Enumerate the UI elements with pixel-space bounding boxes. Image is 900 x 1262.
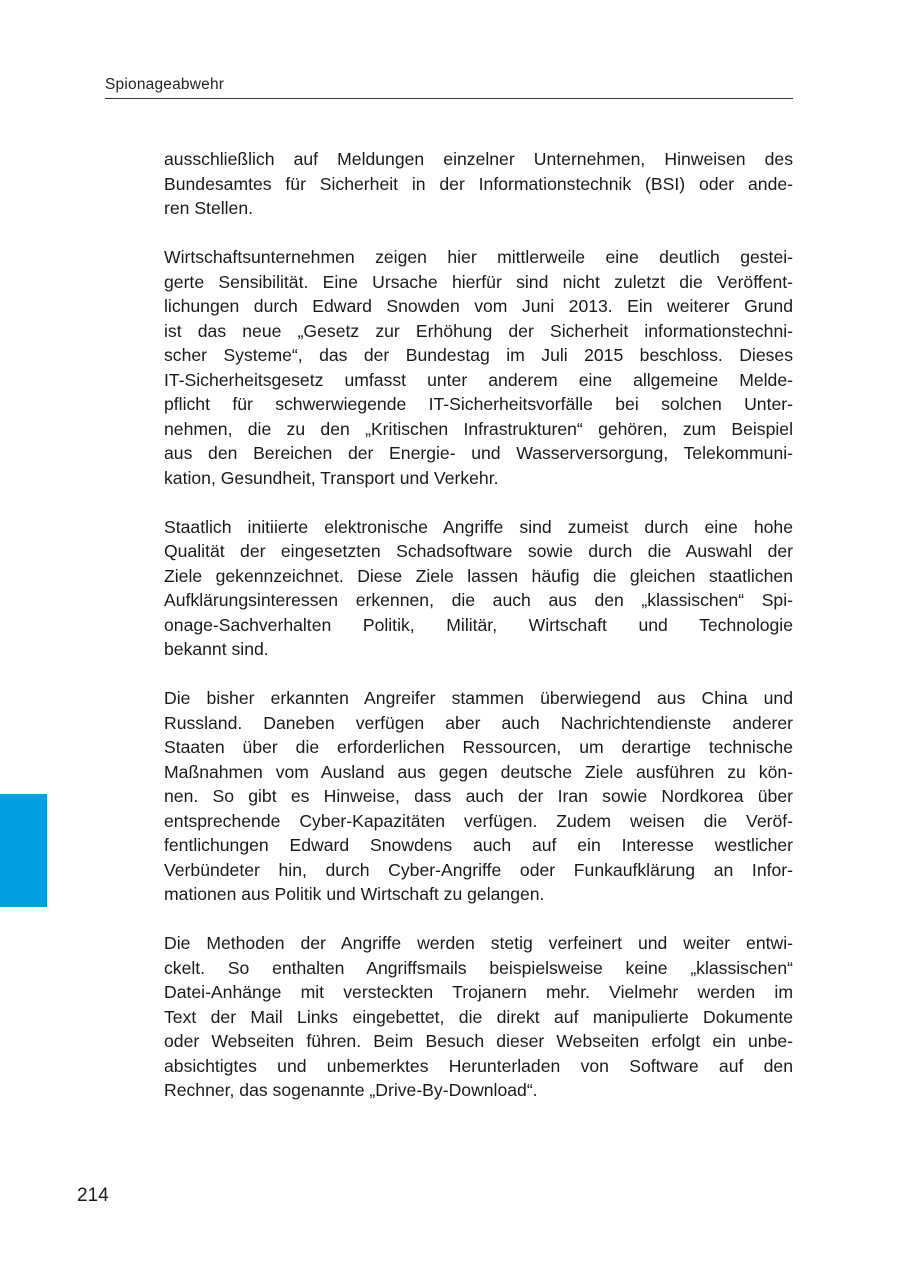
text-line: oder Webseiten führen. Beim Besuch dieser Webseiten erfolgt ein unbe- — [164, 1031, 793, 1051]
text-line: nehmen, die zu den „Kritischen Infrastrukturen“ gehören, zum Beispiel — [164, 418, 793, 439]
text-line: Maßnahmen vom Ausland aus gegen deutsche Ziele ausführen zu kön- — [164, 761, 793, 782]
text-line: Staatlich initiierte elektronische Angriffe sind zumeist durch eine hohe — [164, 516, 793, 537]
text-line: aus den Bereichen der Energie- und Wasserversorgung, Telekommuni- — [164, 443, 793, 463]
paragraph — [164, 686, 793, 907]
text-line: nen. So gibt es Hinweise, dass auch der Iran sowie Nordkorea über — [164, 786, 793, 806]
text-line: Datei-Anhänge mit versteckten Trojanern mehr. Vielmehr werden im — [164, 982, 793, 1002]
text-line: Aufklärungsinteressen erkennen, die auch aus den „klassischen“ Spi- — [164, 590, 793, 610]
text-line: Verbündeter hin, durch Cyber-Angriffe oder Funkaufklärung an Infor- — [164, 859, 793, 880]
text-line: Staaten über die erforderlichen Ressourcen, um derartige technische — [164, 737, 793, 757]
text-line: Qualität der eingesetzten Schadsoftware sowie durch die Auswahl der — [164, 541, 793, 561]
text-line: Wirtschaftsunternehmen zeigen hier mittlerweile eine deutlich gestei- — [164, 247, 793, 267]
text-line: ist das neue „Gesetz zur Erhöhung der Sicherheit informationstechni- — [164, 320, 793, 341]
text-line: pflicht für schwerwiegende IT-Sicherheitsvorfälle bei solchen Unter- — [164, 394, 793, 414]
text-line: scher Systeme“, das der Bundestag im Juli 2015 beschloss. Dieses — [164, 345, 793, 365]
text-line: ckelt. So enthalten Angriffsmails beispielsweise keine „klassischen“ — [164, 957, 793, 978]
body-text — [164, 147, 793, 1127]
text-line: Ziele gekennzeichnet. Diese Ziele lassen häufig die gleichen staatlichen — [164, 565, 793, 586]
text-line: bekannt sind. — [164, 639, 269, 659]
text-line: Russland. Daneben verfügen aber auch Nachrichtendienste anderer — [164, 712, 793, 733]
running-header — [105, 76, 793, 99]
text-line: Text der Mail Links eingebettet, die direkt auf manipulierte Dokumente — [164, 1006, 793, 1027]
text-line: ren Stellen. — [164, 198, 253, 218]
page-number: 214 — [77, 1185, 109, 1206]
text-line: fentlichungen Edward Snowdens auch auf ein Interesse westlicher — [164, 835, 793, 855]
paragraph — [164, 147, 793, 221]
text-line: kation, Gesundheit, Transport und Verkehr. — [164, 467, 499, 488]
text-line: onage-Sachverhalten Politik, Militär, Wirtschaft und Technologie — [164, 614, 793, 635]
text-line: Die bisher erkannten Angreifer stammen überwiegend aus China und — [164, 688, 793, 708]
text-line: Rechner, das sogenannte „Drive-By-Download“. — [164, 1080, 538, 1100]
text-line: Bundesamtes für Sicherheit in der Informationstechnik (BSI) oder ande- — [164, 173, 793, 194]
text-line: lichungen durch Edward Snowden vom Juni 2013. Ein weiterer Grund — [164, 296, 793, 316]
text-line: IT-Sicherheitsgesetz umfasst unter anderem eine allgemeine Melde- — [164, 369, 793, 390]
running-title: Spionageabwehr — [105, 76, 225, 93]
text-line: Die Methoden der Angriffe werden stetig verfeinert und weiter entwi- — [164, 933, 793, 953]
text-line: mationen aus Politik und Wirtschaft zu gelangen. — [164, 884, 545, 904]
text-line: absichtigtes und unbemerktes Herunterladen von Software auf den — [164, 1055, 793, 1076]
text-line: ausschließlich auf Meldungen einzelner Unternehmen, Hinweisen des — [164, 149, 793, 169]
paragraph — [164, 515, 793, 662]
text-line: gerte Sensibilität. Eine Ursache hierfür sind nicht zuletzt die Veröffent- — [164, 271, 793, 292]
chapter-thumb-tab — [0, 794, 47, 907]
paragraph — [164, 245, 793, 490]
text-line: entsprechende Cyber-Kapazitäten verfügen. Zudem weisen die Veröf- — [164, 810, 793, 831]
paragraph — [164, 931, 793, 1103]
